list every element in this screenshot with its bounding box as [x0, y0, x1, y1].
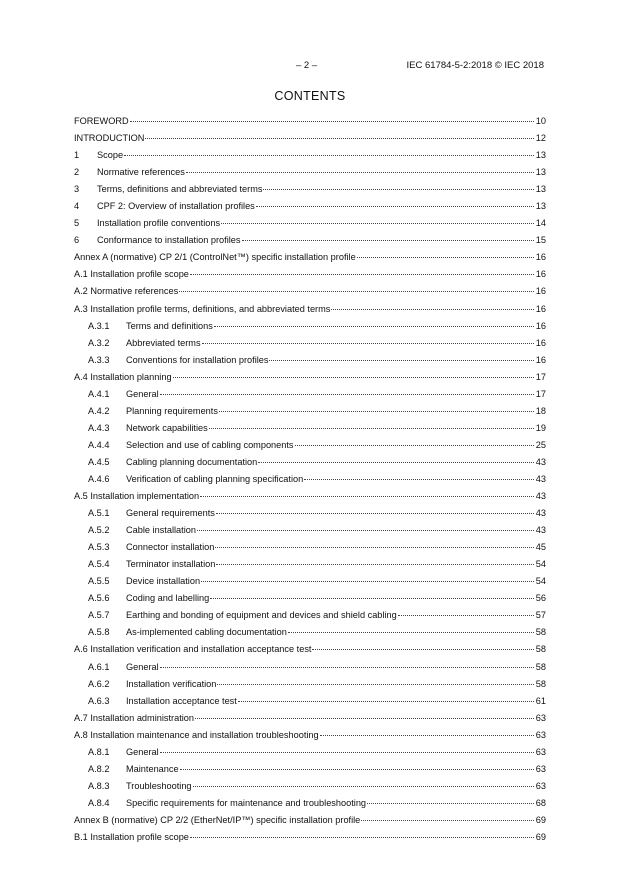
- toc-entry-number: A.5.6: [88, 593, 110, 604]
- toc-entry-page: 16: [535, 320, 546, 331]
- toc-entry-number: A.8.2: [88, 763, 110, 774]
- toc-entry-label: Selection and use of cabling components: [126, 439, 294, 450]
- page-number: – 2 –: [296, 60, 318, 71]
- toc-leader-dots: [217, 684, 534, 685]
- toc-entry-number: A.4.6: [88, 473, 110, 484]
- toc-entry-page: 63: [535, 712, 546, 723]
- toc-entry-page: 61: [535, 695, 546, 706]
- toc-leader-dots: [269, 360, 534, 361]
- toc-entry-number: 3: [74, 184, 80, 195]
- toc-entry-number: A.5.7: [88, 610, 110, 621]
- toc-leader-dots: [357, 257, 534, 258]
- toc-leader-dots: [320, 735, 534, 736]
- toc-entry-number: A.3.3: [88, 354, 110, 365]
- toc-entry-label: A.7 Installation administration: [74, 712, 195, 723]
- toc-entry-page: 69: [535, 831, 546, 842]
- toc-entry[interactable]: [74, 113, 546, 130]
- toc-entry-number: A.4.5: [88, 456, 110, 467]
- toc-entry-number: A.8.4: [88, 797, 110, 808]
- table-of-contents: [74, 113, 546, 846]
- toc-entry-label: A.1 Installation profile scope: [74, 269, 189, 280]
- toc-entry-label: General requirements: [126, 508, 215, 519]
- toc-entry-page: 63: [535, 763, 546, 774]
- toc-entry[interactable]: [74, 624, 546, 641]
- toc-leader-dots: [216, 513, 534, 514]
- toc-leader-dots: [238, 701, 534, 702]
- toc-entry-page: 25: [535, 439, 546, 450]
- toc-entry-number: A.5.5: [88, 576, 110, 587]
- toc-entry[interactable]: [74, 676, 546, 693]
- toc-entry-page: 10: [535, 116, 546, 126]
- toc-entry-label: Abbreviated terms: [126, 337, 201, 348]
- toc-leader-dots: [145, 138, 534, 139]
- toc-leader-dots: [160, 394, 534, 395]
- toc-entry-label: A.6 Installation verification and installation acceptance test: [74, 644, 312, 655]
- toc-entry-number: A.3.1: [88, 320, 110, 331]
- toc-entry[interactable]: [74, 232, 546, 249]
- toc-entry-page: 16: [535, 354, 546, 365]
- toc-entry-label: Scope: [97, 150, 124, 161]
- toc-leader-dots: [179, 291, 534, 292]
- toc-entry-page: 63: [535, 729, 546, 740]
- toc-entry-page: 16: [535, 286, 546, 297]
- toc-entry-number: A.4.2: [88, 405, 110, 416]
- toc-entry-label: Annex B (normative) CP 2/2 (EtherNet/IP™) specific installation profile: [74, 814, 361, 825]
- toc-leader-dots: [256, 206, 534, 207]
- toc-leader-dots: [190, 274, 534, 275]
- toc-leader-dots: [331, 309, 534, 310]
- toc-leader-dots: [180, 769, 534, 770]
- toc-entry-number: 6: [74, 235, 80, 246]
- toc-entry[interactable]: [74, 744, 546, 761]
- toc-entry-label: Verification of cabling planning specification: [126, 473, 304, 484]
- toc-entry[interactable]: [74, 164, 546, 181]
- toc-entry-page: 13: [535, 201, 546, 212]
- toc-leader-dots: [258, 462, 534, 463]
- toc-entry[interactable]: [74, 693, 546, 710]
- toc-entry-label: A.4 Installation planning: [74, 371, 172, 382]
- toc-leader-dots: [160, 752, 534, 753]
- toc-entry-label: A.3 Installation profile terms, definitions, and abbreviated terms: [74, 303, 331, 314]
- toc-entry-label: Conformance to installation profiles: [97, 235, 241, 246]
- toc-entry-page: 43: [535, 491, 546, 502]
- toc-entry-label: Planning requirements: [126, 405, 218, 416]
- toc-entry-page: 43: [535, 456, 546, 467]
- toc-entry-label: Connector installation: [126, 542, 215, 553]
- toc-entry-label: General: [126, 388, 159, 399]
- toc-entry[interactable]: [74, 471, 546, 488]
- toc-entry[interactable]: [74, 829, 546, 846]
- toc-entry-number: A.5.8: [88, 627, 110, 638]
- toc-entry[interactable]: [74, 522, 546, 539]
- toc-entry[interactable]: [74, 505, 546, 522]
- toc-leader-dots: [173, 377, 534, 378]
- toc-leader-dots: [367, 803, 534, 804]
- toc-leader-dots: [263, 189, 534, 190]
- toc-entry-label: Coding and labelling: [126, 593, 210, 604]
- toc-entry-page: 16: [535, 337, 546, 348]
- toc-entry[interactable]: [74, 573, 546, 590]
- toc-leader-dots: [197, 530, 534, 531]
- toc-leader-dots: [361, 820, 534, 821]
- toc-entry-label: A.8 Installation maintenance and installation troubleshooting: [74, 729, 319, 740]
- toc-entry-number: A.5.3: [88, 542, 110, 553]
- toc-entry-number: 5: [74, 218, 80, 229]
- toc-entry-page: 68: [535, 797, 546, 808]
- toc-leader-dots: [295, 445, 534, 446]
- toc-entry-number: 4: [74, 201, 80, 212]
- toc-entry[interactable]: [74, 607, 546, 624]
- toc-leader-dots: [221, 223, 534, 224]
- toc-entry-label: FOREWORD: [74, 116, 129, 126]
- toc-entry-page: 43: [535, 525, 546, 536]
- toc-entry-label: General: [126, 746, 159, 757]
- toc-entry-page: 16: [535, 303, 546, 314]
- toc-leader-dots: [209, 428, 534, 429]
- toc-entry[interactable]: [74, 283, 546, 300]
- toc-entry-page: 57: [535, 610, 546, 621]
- toc-entry-page: 58: [535, 627, 546, 638]
- toc-entry-label: Cable installation: [126, 525, 196, 536]
- toc-entry[interactable]: [74, 335, 546, 352]
- toc-leader-dots: [214, 326, 534, 327]
- toc-entry-label: Earthing and bonding of equipment and devices and shield cabling: [126, 610, 397, 621]
- toc-entry-page: 58: [535, 678, 546, 689]
- toc-entry-page: 43: [535, 473, 546, 484]
- toc-leader-dots: [202, 343, 534, 344]
- toc-entry[interactable]: [74, 420, 546, 437]
- toc-entry-page: 13: [535, 167, 546, 178]
- toc-entry-page: 15: [535, 235, 546, 246]
- toc-entry-label: Troubleshooting: [126, 780, 192, 791]
- toc-leader-dots: [190, 837, 534, 838]
- toc-leader-dots: [160, 667, 534, 668]
- toc-leader-dots: [242, 240, 534, 241]
- toc-entry-number: A.6.3: [88, 695, 110, 706]
- toc-entry-label: General: [126, 661, 159, 672]
- page-header: [0, 60, 620, 74]
- toc-entry-page: 45: [535, 542, 546, 553]
- toc-entry-label: Installation acceptance test: [126, 695, 237, 706]
- toc-entry-label: Installation profile conventions: [97, 218, 221, 229]
- toc-leader-dots: [186, 172, 534, 173]
- toc-entry[interactable]: [74, 147, 546, 164]
- toc-leader-dots: [210, 598, 534, 599]
- toc-entry-label: CPF 2: Overview of installation profiles: [97, 201, 255, 212]
- toc-entry-label: Device installation: [126, 576, 201, 587]
- toc-entry-page: 19: [535, 422, 546, 433]
- toc-entry-number: A.8.1: [88, 746, 110, 757]
- toc-entry-page: 63: [535, 746, 546, 757]
- toc-leader-dots: [398, 615, 534, 616]
- toc-entry-label: Normative references: [97, 167, 185, 178]
- toc-leader-dots: [288, 632, 534, 633]
- toc-entry-label: B.1 Installation profile scope: [74, 831, 189, 842]
- toc-entry[interactable]: [74, 488, 546, 505]
- toc-entry[interactable]: [74, 454, 546, 471]
- toc-entry-number: A.6.2: [88, 678, 110, 689]
- toc-entry-page: 18: [535, 405, 546, 416]
- toc-entry-page: 17: [535, 388, 546, 399]
- toc-entry-number: A.4.1: [88, 388, 110, 399]
- toc-leader-dots: [219, 411, 534, 412]
- toc-leader-dots: [193, 786, 534, 787]
- toc-leader-dots: [130, 121, 534, 122]
- toc-entry-number: 1: [74, 150, 80, 161]
- toc-entry-page: 63: [535, 780, 546, 791]
- toc-entry-page: 13: [535, 150, 546, 161]
- toc-entry[interactable]: [74, 641, 546, 658]
- toc-entry[interactable]: [74, 539, 546, 556]
- toc-entry[interactable]: [74, 318, 546, 335]
- toc-entry[interactable]: [74, 352, 546, 369]
- toc-entry-page: 69: [535, 814, 546, 825]
- toc-entry-number: A.8.3: [88, 780, 110, 791]
- toc-entry[interactable]: [74, 403, 546, 420]
- toc-entry-number: A.6.1: [88, 661, 110, 672]
- toc-entry-label: Installation verification: [126, 678, 217, 689]
- toc-entry-page: 16: [535, 252, 546, 263]
- toc-leader-dots: [312, 649, 534, 650]
- toc-entry[interactable]: [74, 437, 546, 454]
- page-title: CONTENTS: [274, 89, 346, 103]
- toc-entry-page: 14: [535, 218, 546, 229]
- toc-entry-number: A.4.3: [88, 422, 110, 433]
- standard-reference: IEC 61784-5-2:2018 © IEC 2018: [406, 60, 544, 71]
- toc-entry-label: Cabling planning documentation: [126, 456, 258, 467]
- toc-entry-page: 16: [535, 269, 546, 280]
- toc-entry[interactable]: [74, 795, 546, 812]
- toc-entry[interactable]: [74, 590, 546, 607]
- toc-leader-dots: [215, 547, 534, 548]
- toc-entry-page: 58: [535, 644, 546, 655]
- toc-entry[interactable]: [74, 369, 546, 386]
- toc-entry[interactable]: [74, 249, 546, 266]
- toc-entry-page: 12: [535, 133, 546, 144]
- toc-entry-page: 54: [535, 559, 546, 570]
- toc-entry-label: Terminator installation: [126, 559, 216, 570]
- toc-entry[interactable]: [74, 266, 546, 283]
- toc-entry-number: A.4.4: [88, 439, 110, 450]
- toc-entry-number: A.5.4: [88, 559, 110, 570]
- toc-entry-label: A.5 Installation implementation: [74, 491, 200, 502]
- toc-leader-dots: [195, 718, 534, 719]
- toc-entry-label: Maintenance: [126, 763, 179, 774]
- toc-leader-dots: [201, 581, 534, 582]
- toc-entry-page: 43: [535, 508, 546, 519]
- toc-entry-label: Specific requirements for maintenance and troubleshooting: [126, 797, 367, 808]
- toc-entry-page: 56: [535, 593, 546, 604]
- toc-entry[interactable]: [74, 215, 546, 232]
- toc-entry[interactable]: [74, 710, 546, 727]
- toc-entry-page: 17: [535, 371, 546, 382]
- toc-entry-number: A.5.1: [88, 508, 110, 519]
- toc-leader-dots: [216, 564, 534, 565]
- toc-entry-label: Terms, definitions and abbreviated terms: [97, 184, 263, 195]
- toc-entry-number: 2: [74, 167, 80, 178]
- toc-leader-dots: [124, 155, 534, 156]
- toc-entry-number: A.5.2: [88, 525, 110, 536]
- toc-entry[interactable]: [74, 130, 546, 147]
- toc-entry-label: Conventions for installation profiles: [126, 354, 269, 365]
- toc-entry[interactable]: [74, 181, 546, 198]
- toc-entry[interactable]: [74, 761, 546, 778]
- toc-entry[interactable]: [74, 198, 546, 215]
- toc-entry[interactable]: [74, 659, 546, 676]
- toc-entry-label: Network capabilities: [126, 422, 208, 433]
- toc-entry[interactable]: [74, 386, 546, 403]
- toc-entry[interactable]: [74, 556, 546, 573]
- toc-entry-label: Terms and definitions: [126, 320, 213, 331]
- toc-entry[interactable]: [74, 812, 546, 829]
- toc-entry-label: Annex A (normative) CP 2/1 (ControlNet™) specific installation profile: [74, 252, 356, 263]
- toc-entry-page: 58: [535, 661, 546, 672]
- toc-entry[interactable]: [74, 301, 546, 318]
- toc-entry-label: As-implemented cabling documentation: [126, 627, 287, 638]
- toc-entry-label: INTRODUCTION: [74, 133, 145, 144]
- toc-leader-dots: [200, 496, 534, 497]
- toc-entry-page: 54: [535, 576, 546, 587]
- toc-entry-number: A.3.2: [88, 337, 110, 348]
- toc-leader-dots: [304, 479, 534, 480]
- toc-entry[interactable]: [74, 778, 546, 795]
- toc-entry-label: A.2 Normative references: [74, 286, 179, 297]
- toc-entry-page: 13: [535, 184, 546, 195]
- toc-entry[interactable]: [74, 727, 546, 744]
